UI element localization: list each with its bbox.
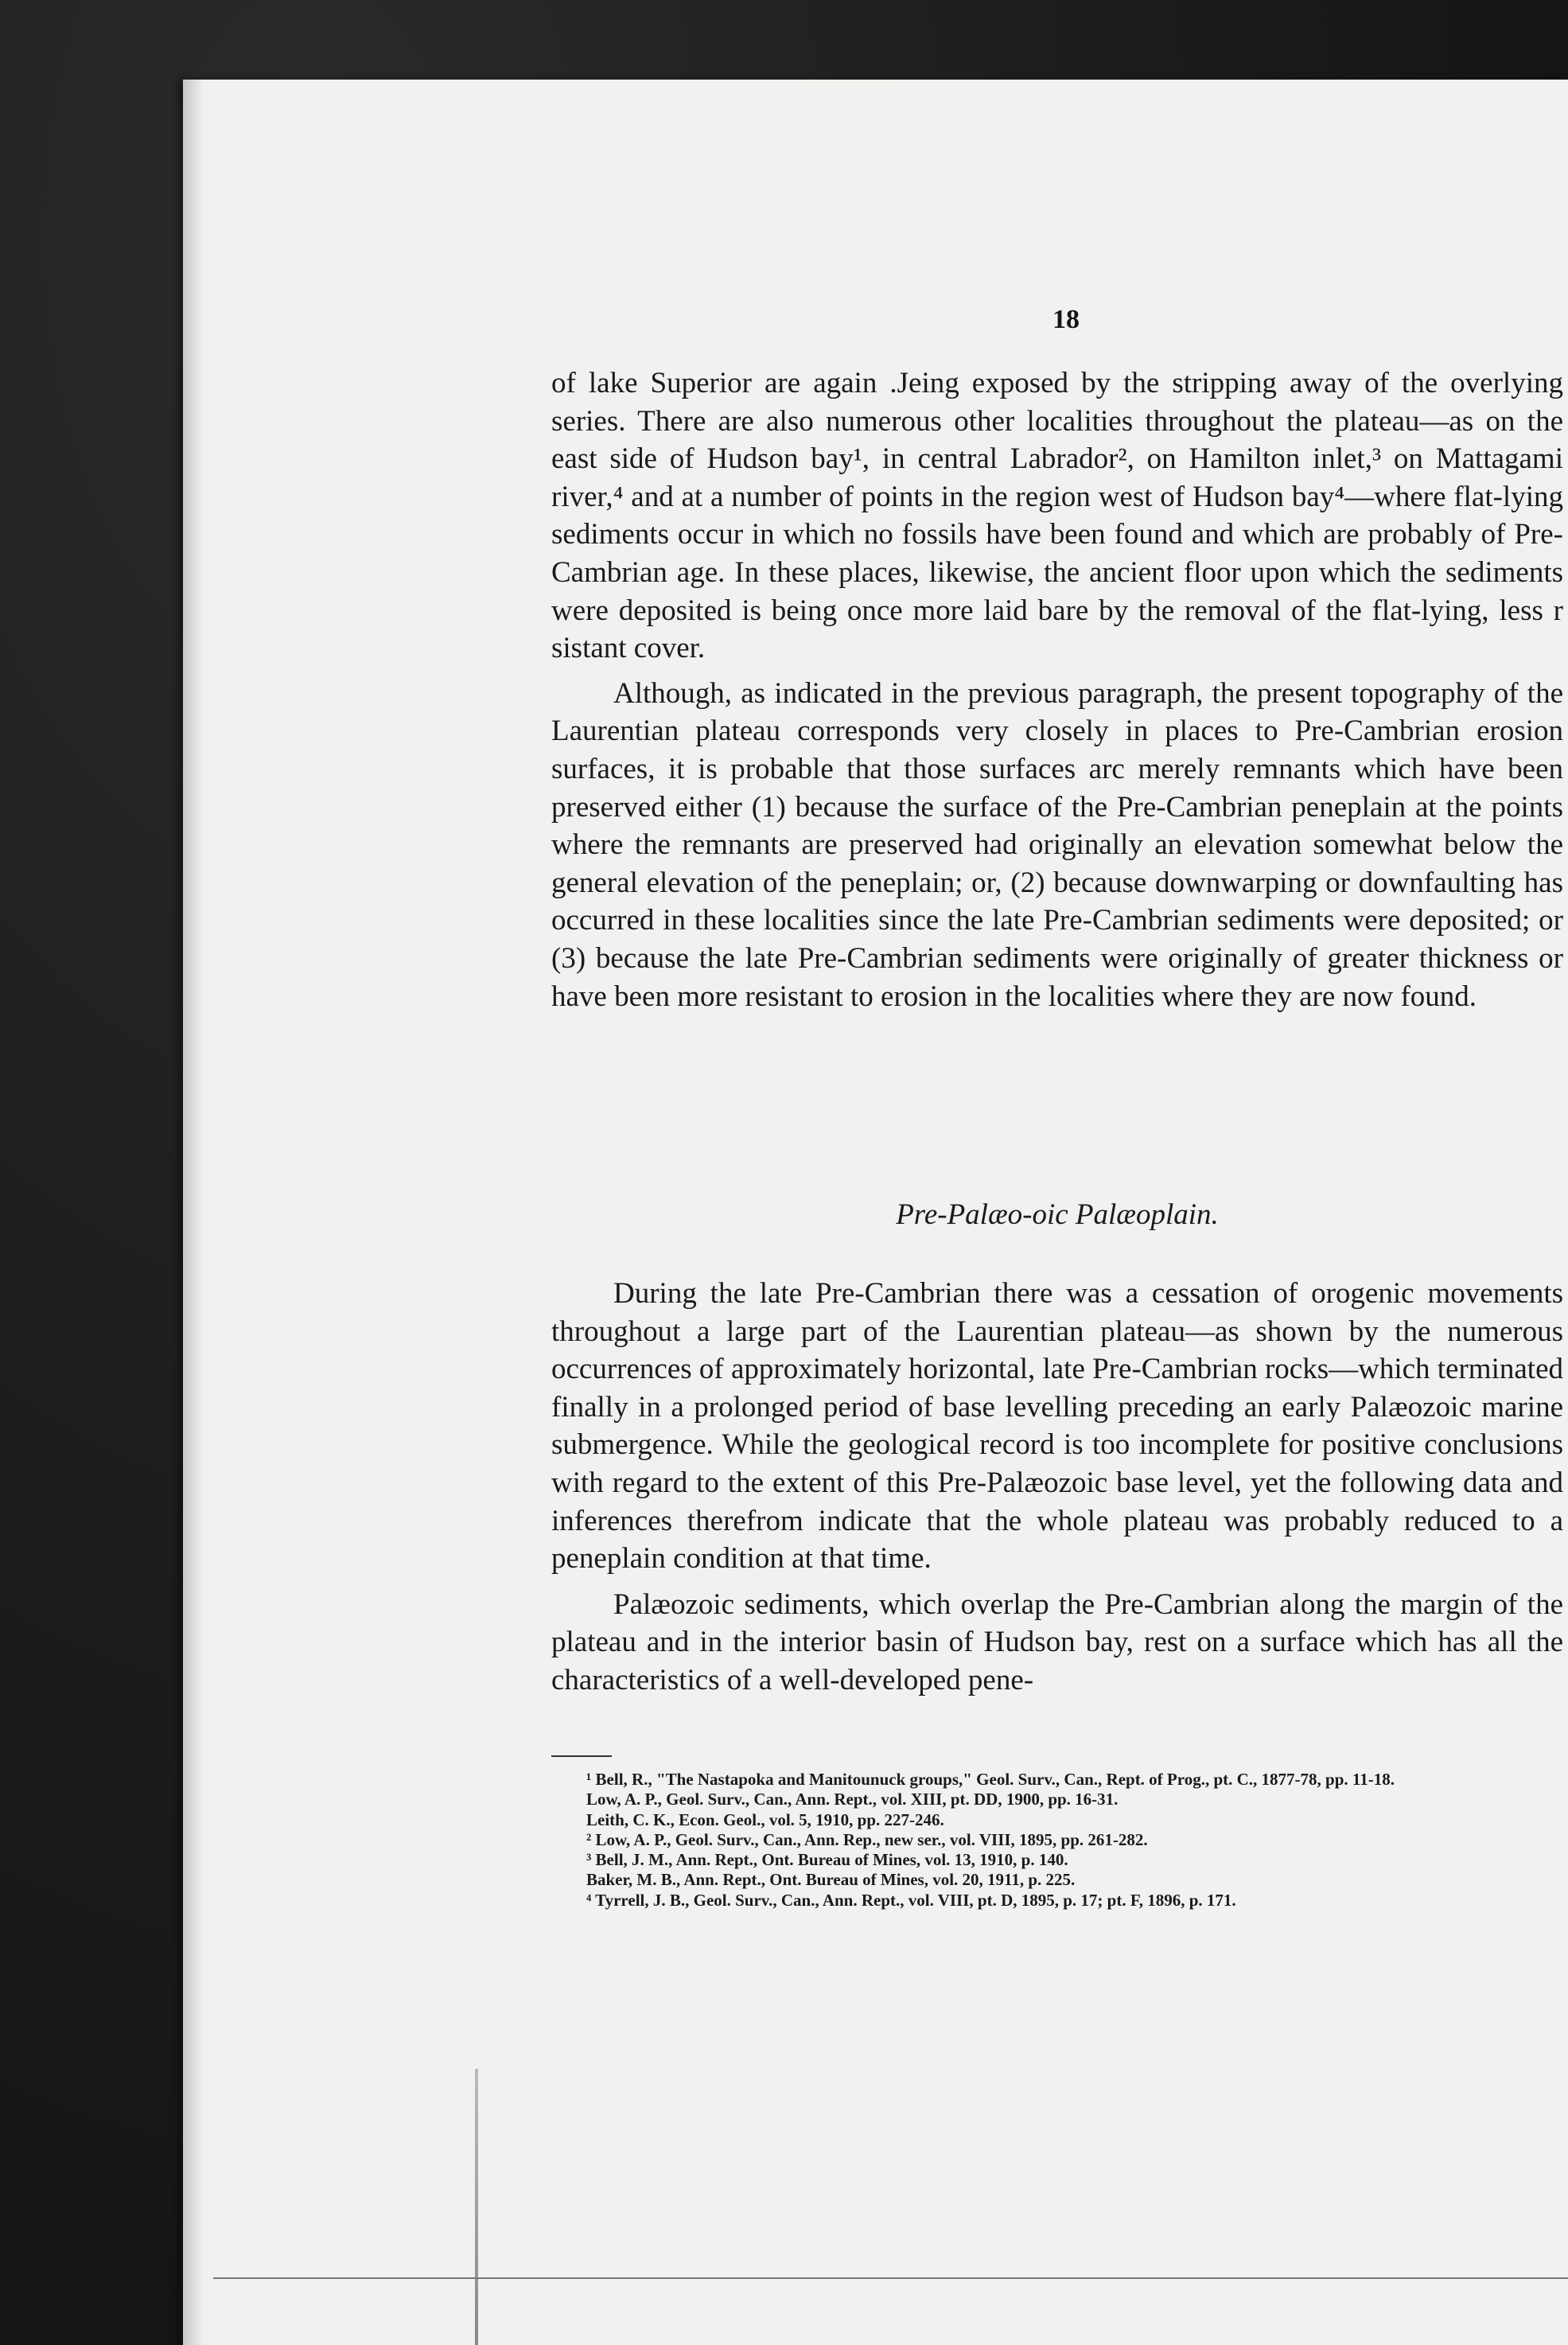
page-gutter-shadow [183, 80, 204, 2345]
footnote: ⁴ Tyrrell, J. B., Geol. Surv., Can., Ann. Rept., vol. VIII, pt. D, 1895, p. 17; pt. F, 1896, p. 171. [586, 1890, 1236, 1910]
footnote: Baker, M. B., Ann. Rept., Ont. Bureau of Mines, vol. 20, 1911, p. 225. [586, 1870, 1076, 1890]
footnotes [551, 1770, 1563, 1911]
paragraph-late-precambrian: During the late Pre-Cambrian there was a cessation of orogenic movements throughout a large part of the Laurentian plateau—as shown by the numerous occurrences of approximately horizontal, late Pre-Cambrian rocks—which terminated finally in a prolonged period of base levelling preceding an early Palæozoic marine submergence. While the geological record is too incomplete for positive conclusions with regard to the extent of this Pre-Palæozoic base level, yet the following data and inferences therefrom indicate that the whole plateau was probably reduced to a peneplain condition at that time. [551, 1277, 1563, 1576]
footnote: ³ Bell, J. M., Ann. Rept., Ont. Bureau of Mines, vol. 13, 1910, p. 140. [586, 1850, 1068, 1870]
page-bottom-edge [213, 2277, 1568, 2279]
paragraph-continuation: of lake Superior are again .Jeing exposed by the stripping away of the overlying series. There are also numerous other localities throughout the plateau—as on the east side of Hudson bay¹, in central Labrador², on Hamilton inlet,³ on Mattagami river,⁴ and at a number of points in the region west of Hudson bay⁴—where flat-lying sediments occur in which no fossils have been found and which are probably of Pre-Cambrian age. In these places, likewise, the ancient floor upon which the sediments were deposited is being once more laid bare by the removal of the flat-lying, less r sistant cover. [551, 367, 1563, 665]
paragraph-palaeozoic-sediments: Palæozoic sediments, which overlap the Pre-Cambrian along the margin of the plateau and in the interior basin of Hudson bay, rest on a surface which has all the characteristics of a well-developed pene- [551, 1587, 1563, 1696]
section-heading: Pre-Palæo-oic Palæoplain. [896, 1198, 1219, 1231]
binding-line [475, 2069, 478, 2345]
footnote-rule [551, 1755, 612, 1757]
page-number: 18 [1052, 305, 1080, 334]
footnote: Low, A. P., Geol. Surv., Can., Ann. Rept., vol. XIII, pt. DD, 1900, pp. 16-31. [586, 1790, 1119, 1809]
body-text-upper [551, 364, 1563, 1015]
footnote: ² Low, A. P., Geol. Surv., Can., Ann. Rep., new ser., vol. VIII, 1895, pp. 261-282. [586, 1829, 1148, 1849]
paragraph-present-topography: Although, as indicated in the previous paragraph, the present topography of the Laurentian plateau corresponds very closely in places to Pre-Cambrian erosion surfaces, it is probable that those surfaces arc merely remnants which have been preserved either (1) because the surface of the Pre-Cambrian peneplain at the points where the remnants are preserved had originally an elevation somewhat below the general elevation of the peneplain; or, (2) because downwarping or downfaulting has occurred in these localities since the late Pre-Cambrian sediments were deposited; or (3) because the late Pre-Cambrian sediments were originally of greater thickness or have been more resistant to erosion in the localities where they are now found. [551, 676, 1563, 1013]
body-text-lower [551, 1275, 1563, 1700]
footnote: Leith, C. K., Econ. Geol., vol. 5, 1910, pp. 227-246. [586, 1809, 944, 1829]
footnote: ¹ Bell, R., "The Nastapoka and Manitounuck groups," Geol. Surv., Can., Rept. of Prog., pt. C., 1877-78, pp. 11-18. [586, 1770, 1395, 1789]
